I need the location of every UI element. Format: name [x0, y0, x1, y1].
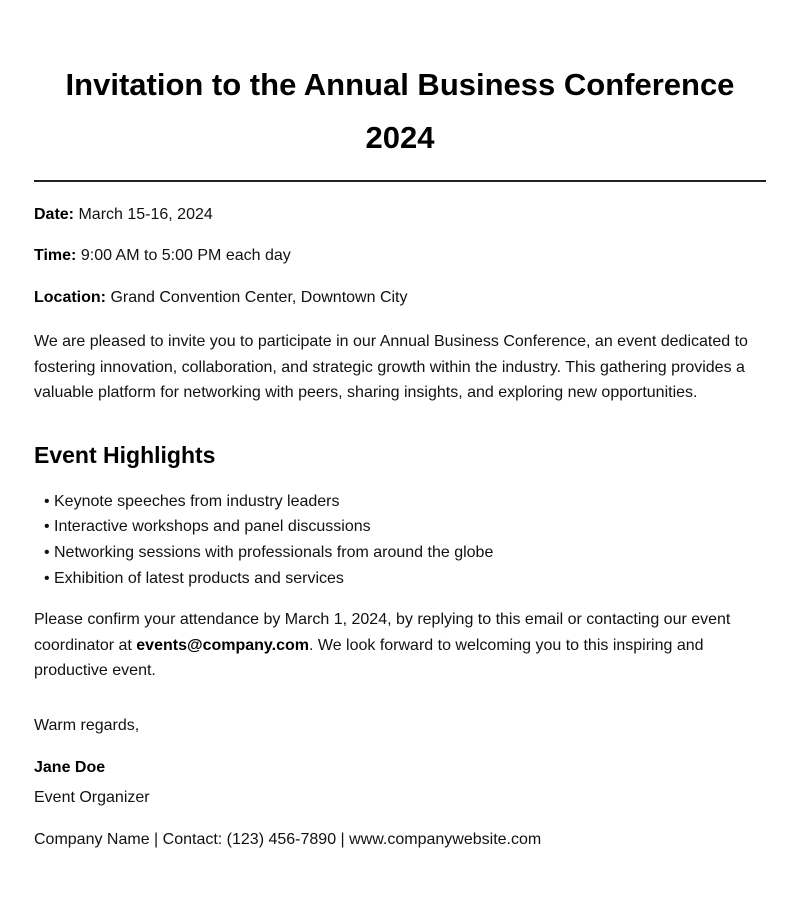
- closing-text: Please confirm your attendance by March 1, 2024, by replying to this email or contacting our event coordinator at: [34, 611, 731, 654]
- closing-paragraph: [34, 607, 766, 684]
- list-item: [44, 566, 766, 592]
- footer-contact: Company Name | Contact: (123) 456-7890 | www.companywebsite.com: [34, 830, 542, 848]
- intro-paragraph: We are pleased to invite you to participate in our Annual Business Conference, an event dedicated to fostering innovation, collaboration, and strategic growth within the industry. This gathering provides a valuable platform for networking with peers, sharing insights, and exploring new opportunities.: [34, 333, 748, 401]
- list-item-text: Exhibition of latest products and services: [54, 569, 344, 587]
- regards-line: Warm regards,: [34, 716, 140, 734]
- bullet-icon: •: [44, 569, 50, 587]
- highlights-heading: Event Highlights: [34, 441, 216, 468]
- bullet-icon: •: [44, 543, 50, 561]
- highlights-list: [44, 489, 766, 592]
- time-value: 9:00 AM to 5:00 PM each day: [80, 247, 291, 264]
- bullet-icon: •: [44, 492, 50, 510]
- date-value: March 15-16, 2024: [78, 206, 213, 223]
- event-date: [34, 205, 766, 225]
- list-item-text: Interactive workshops and panel discussions: [54, 518, 371, 536]
- signature-role: Event Organizer: [34, 788, 150, 806]
- contact-email[interactable]: events@company.com: [136, 636, 309, 654]
- event-location: [34, 288, 766, 308]
- list-item: [44, 514, 766, 540]
- date-label: Date:: [34, 206, 75, 223]
- time-label: Time:: [34, 247, 77, 264]
- list-item: [44, 489, 766, 515]
- signature-name: Jane Doe: [34, 758, 106, 776]
- location-label: Location:: [34, 289, 106, 306]
- title-divider: [34, 180, 766, 182]
- invitation-document: [34, 0, 766, 866]
- bullet-icon: •: [44, 518, 50, 536]
- list-item-text: Keynote speeches from industry leaders: [54, 492, 340, 510]
- page-title: Invitation to the Annual Business Conference 2024: [65, 67, 735, 155]
- list-item-text: Networking sessions with professionals from around the globe: [54, 543, 494, 561]
- location-value: Grand Convention Center, Downtown City: [110, 289, 408, 306]
- event-time: [34, 246, 766, 266]
- list-item: [44, 540, 766, 566]
- closing-text-end: . We look forward to welcoming you to this inspiring and productive event.: [34, 636, 704, 680]
